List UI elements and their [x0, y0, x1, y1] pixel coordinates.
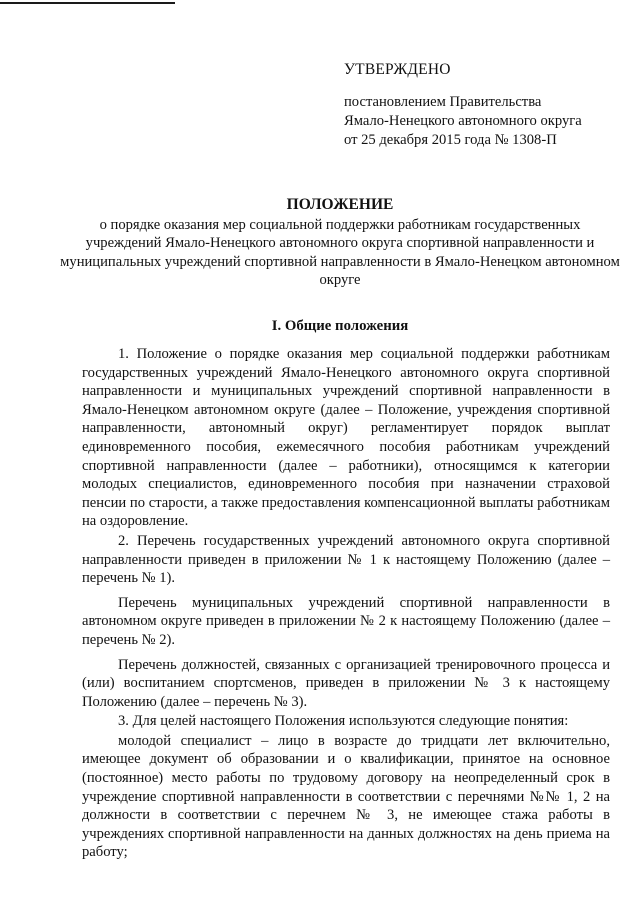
approval-line-3: от 25 декабря 2015 года № 1308-П	[344, 132, 557, 148]
document-title: ПОЛОЖЕНИЕ	[286, 196, 394, 213]
approval-line-1: постановлением Правительства	[344, 94, 542, 110]
document-body	[82, 345, 610, 868]
approval-stamp-block	[344, 60, 624, 150]
document-title-block	[60, 196, 620, 290]
paragraph-3: Перечень муниципальных учреждений спортивной направленности в автономном округе приведен в приложении № 2 к настоящему Положению (далее – перечень № 2).	[82, 594, 610, 648]
paragraph-4: Перечень должностей, связанных с организацией тренировочного процесса и (или) воспитанием спортсменов, приведен в приложении № 3 к настоящему Положению (далее – перечень № 3).	[82, 656, 610, 710]
scan-edge-mark	[0, 2, 175, 4]
approval-heading: УТВЕРЖДЕНО	[344, 61, 451, 78]
document-subtitle: о порядке оказания мер социальной поддержки работникам государственных учреждений Ямало-Ненецкого автономного округа спортивной направленности и муниципальных учреждений спортивной направленности в Ямало-Ненецком автономном округе	[60, 216, 620, 288]
paragraph-1: 1. Положение о порядке оказания мер социальной поддержки работникам государственных учреждений Ямало-Ненецкого автономного округа спортивной направленности и муниципальных учреждений спортивной направленности в Ямало-Ненецком автономном округе (далее – Положение, учреждения спортивной направленности, автономный округ) регламентирует порядок выплат единовременного пособия, ежемесячного пособия работникам учреждений спортивной направленности (далее – работники), относящимся к категории молодых специалистов, единовременного пособия при назначении страховой пенсии по старости, а также предоставления компенсационной выплаты работникам на оздоровление.	[82, 346, 610, 530]
approval-line-2: Ямало-Ненецкого автономного округа	[344, 113, 582, 129]
section-heading: I. Общие положения	[271, 318, 409, 334]
paragraph-6: молодой специалист – лицо в возрасте до тридцати лет включительно, имеющее документ об образовании и о квалификации, принятое на основное (постоянное) место работы по трудовому договору на неопределенный срок в учреждение спортивной направленности в соответствии с перечнями №№ 1, 2 на должности в соответствии с перечнем № 3, не имеющее стажа работы в учреждениях спортивной направленности на данных должностях на день приема на работу;	[82, 732, 610, 861]
paragraph-5: 3. Для целей настоящего Положения используются следующие понятия:	[118, 713, 569, 730]
paragraph-2: 2. Перечень государственных учреждений автономного округа спортивной направленности приведен в приложении № 1 к настоящему Положению (далее – перечень № 1).	[82, 532, 610, 587]
